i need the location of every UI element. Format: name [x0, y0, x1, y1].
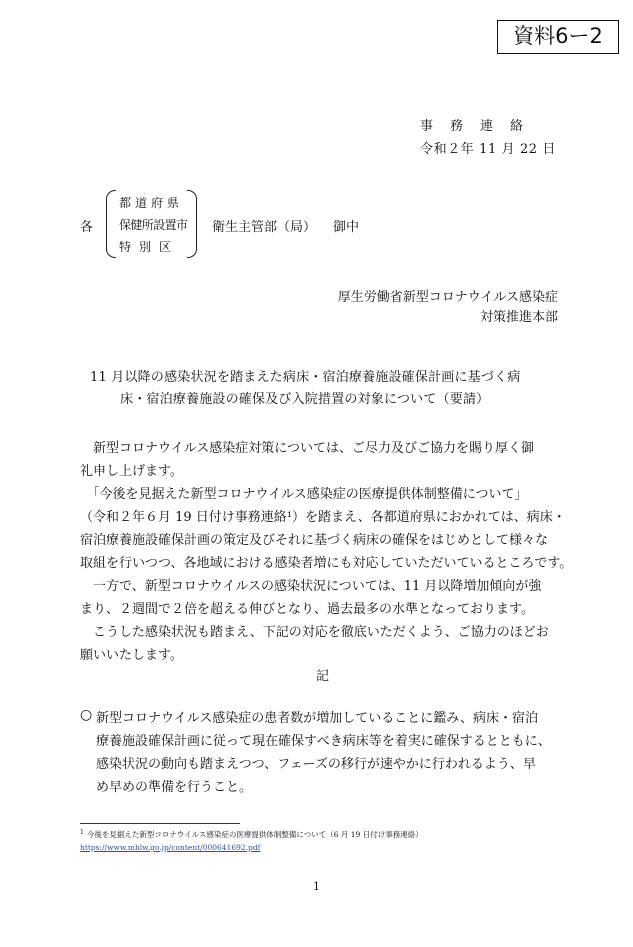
body-line: 一方で、新型コロナウイルスの感染状況については、11 月以降増加傾向が強	[80, 579, 542, 594]
recipient-bracket-left	[106, 190, 116, 258]
footnote	[80, 829, 423, 840]
notice-type: 事務連絡	[420, 119, 541, 134]
recipient-item: 保健所設置市	[119, 218, 188, 232]
body-line: （令和２年６月 19 日付け事務連絡¹）を踏まえ、各都道府県におかれては、病床・	[80, 510, 566, 525]
issue-date: 令和２年 11 月 22 日	[420, 142, 557, 157]
document-title-line: 11 月以降の感染状況を踏まえた病床・宿泊療養施設確保計画に基づく病	[90, 370, 521, 385]
page-number: 1	[313, 880, 320, 893]
sender-line: 対策推進本部	[479, 310, 558, 325]
body-line: 「今後を見据えた新型コロナウイルス感染症の医療提供体制整備について」	[80, 487, 528, 502]
body-line: 願いいたします。	[80, 648, 183, 663]
addressee: 衛生主管部（局）	[212, 220, 317, 235]
body-line: こうした感染状況も踏まえ、下記の対応を徹底いただくよう、ご協力のほどお	[80, 625, 549, 640]
document-label: 資料6ー2	[497, 20, 619, 54]
footnote-url-link[interactable]: https://www.mhlw.go.jp/content/000641692.pdf	[80, 843, 261, 852]
recipient-bracket-right	[187, 190, 197, 258]
item-line: め早めの準備を行うこと。	[96, 780, 253, 795]
body-line: 取組を行いつつ、各地域における感染者増にも対応していただいているところです。	[80, 556, 573, 571]
item-line: 感染状況の動向も踏まえつつ、フェーズの移行が速やかに行われるよう、早	[96, 757, 536, 772]
body-line: 礼申し上げます。	[80, 464, 183, 479]
recipient-item: 都道府県	[119, 196, 184, 210]
recipient-prefix: 各	[80, 220, 94, 235]
recipient-item: 特別区	[119, 240, 180, 254]
item-line: 新型コロナウイルス感染症の患者数が増加していることに鑑み、病床・宿泊	[96, 711, 539, 726]
body-line: まり、２週間で２倍を超える伸びとなり、過去最多の水準となっております。	[80, 602, 534, 617]
body-line: 新型コロナウイルス感染症対策については、ご尽力及びご協力を賜り厚く御	[80, 441, 534, 456]
circle-bullet-icon: ○	[80, 707, 93, 723]
body-line: 宿泊療養施設確保計画の策定及びそれに基づく病床の確保をはじめとして様々な	[80, 533, 549, 548]
footnote-rule	[80, 823, 240, 824]
document-title-line: 床・宿泊療養施設の確保及び入院措置の対象について（要請）	[120, 392, 490, 407]
footnote-text: 今後を見据えた新型コロナウイルス感染症の医療提供体制整備について（6 月 19 日付け事務連絡）	[86, 830, 423, 839]
item-line: 療養施設確保計画に従って現在確保すべき病床等を着実に確保するとともに、	[96, 734, 551, 749]
sender-line: 厚生労働省新型コロナウイルス感染症	[337, 290, 558, 305]
honorific: 御中	[333, 220, 360, 235]
footnote-number: 1	[80, 829, 84, 836]
ki-heading: 記	[316, 669, 330, 684]
